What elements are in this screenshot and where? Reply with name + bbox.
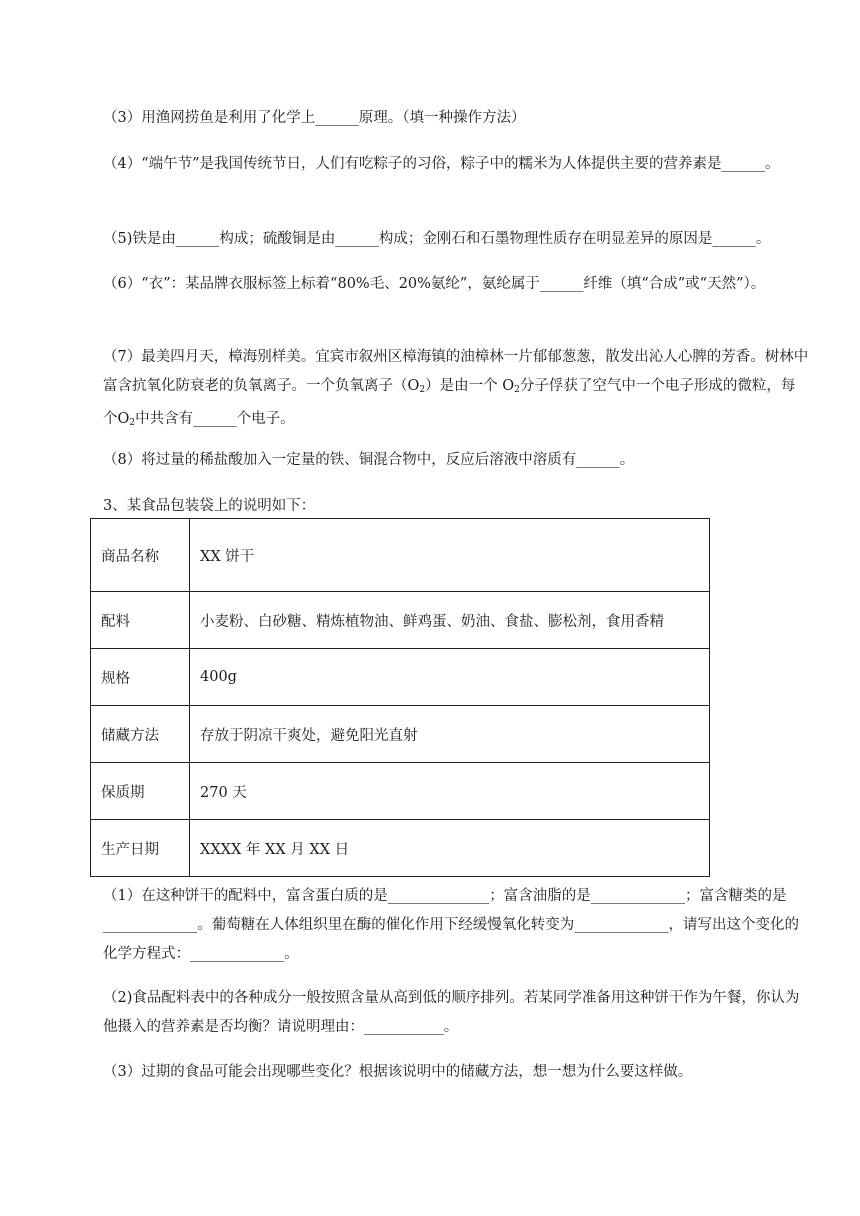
table-key: 商品名称: [91, 519, 190, 592]
question-8: （8）将过量的稀盐酸加入一定量的铁、铜混合物中，反应后溶液中溶质有______。: [103, 452, 635, 468]
section-3-question-3: （3）过期的食品可能会出现哪些变化？根据该说明中的储藏方法，想一想为什么要这样做。: [103, 1064, 693, 1080]
table-value: 存放于阴凉干爽处，避免阳光直射: [190, 706, 710, 763]
question-7-text-c: 分子俘获了空气中一个电子形成的微粒，每个O: [103, 378, 796, 427]
question-7-text-b: ）是由一个 O: [425, 378, 515, 394]
question-4: （4）“端午节”是我国传统节日，人们有吃粽子的习俗，粽子中的糯米为人体提供主要的营养素是______。: [103, 156, 780, 172]
table-key: 储藏方法: [91, 706, 190, 763]
table-row: [91, 820, 710, 877]
table-key: 配料: [91, 592, 190, 649]
section-3-question-1: （1）在这种饼干的配料中，富含蛋白质的是______________；富含油脂的是_____________；富含糖类的是_____________。葡萄糖在人体组织里在酶的催化作用下经缓慢氧化转变为_____________，请写出这个变化的化学方程式：_____________。: [103, 888, 799, 962]
o2-subscript-2: 2: [129, 418, 136, 428]
question-5: （5)铁是由______构成；硫酸铜是由______构成；金刚石和石墨物理性质存在明显差异的原因是______。: [103, 231, 771, 247]
table-row: [91, 592, 710, 649]
table-key: 生产日期: [91, 820, 190, 877]
table-row: [91, 519, 710, 592]
o2-subscript: 2: [514, 385, 520, 395]
table-value: 270 天: [190, 763, 710, 820]
table-value: 400g: [190, 649, 710, 706]
food-info-table: [90, 518, 710, 877]
question-3: （3）用渔网捞鱼是利用了化学上______原理。（填一种操作方法）: [103, 110, 526, 126]
section-3-intro: 3、某食品包装袋上的说明如下：: [103, 498, 316, 514]
question-7-text-d: 中共含有______个电子。: [135, 411, 295, 427]
table-value: 小麦粉、白砂糖、精炼植物油、鲜鸡蛋、奶油、食盐、膨松剂，食用香精: [190, 592, 710, 649]
table-key: 规格: [91, 649, 190, 706]
table-value: XXXX 年 XX 月 XX 日: [190, 820, 710, 877]
section-3-question-2: （2)食品配料表中的各种成分一般按照含量从高到低的顺序排列。若某同学准备用这种饼干作为午餐，你认为他摄入的营养素是否均衡？请说明理由：___________。: [103, 990, 800, 1035]
question-7-text-a: （7）最美四月天，樟海别样美。宜宾市叙州区樟海镇的油樟林一片郁郁葱葱，散发出沁人心脾的芳香。树林中富含抗氧化防衰老的负氧离子。一个负氧离子（: [103, 349, 809, 394]
table-row: [91, 649, 710, 706]
question-6: （6）“衣”：某品牌衣服标签上标着“80%毛、20%氨纶”，氨纶属于______纤维（填“合成”或“天然”）。: [103, 276, 766, 292]
table-row: [91, 763, 710, 820]
table-row: [91, 706, 710, 763]
table-value: XX 饼干: [190, 519, 710, 592]
question-7: [103, 343, 809, 438]
table-key: 保质期: [91, 763, 190, 820]
ion-subscript: 2: [419, 385, 426, 395]
ion-formula: O: [407, 378, 420, 394]
